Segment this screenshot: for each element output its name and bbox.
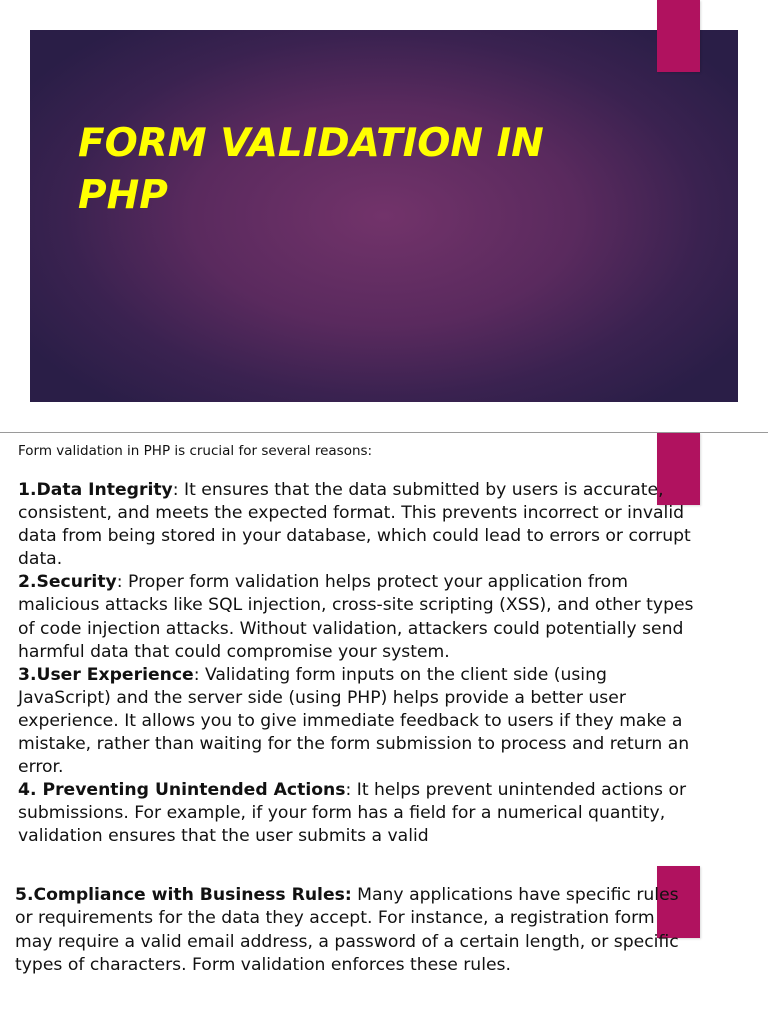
title-line-2: PHP: [78, 173, 168, 218]
point-text: : Validating form inputs on the client side (using JavaScript) and the server side (using PHP) helps provide a better user experience. It allows you to give immediate feedback to users if they make a mistake, rather than waiting for the form submission to process and return an error.: [18, 664, 690, 778]
point-heading: Data Integrity: [36, 480, 173, 500]
point-heading: Security: [36, 572, 117, 593]
point-text: : Proper form validation helps protect your application from malicious attacks like SQL injection, cross-site scripting (XSS), and other types of code injection attacks. Without validation, attackers could potentially send harmful data that could compromise your system.: [18, 572, 694, 662]
point-heading: User Experience: [36, 664, 194, 685]
title-slide: [0, 0, 768, 432]
intro-text: Form validation in PHP is crucial for several reasons:: [18, 443, 373, 459]
content-slide: [0, 433, 768, 865]
point-number: 3.: [18, 664, 37, 685]
title-line-1: FORM VALIDATION IN: [78, 121, 544, 166]
point-text: : It helps prevent unintended actions or submissions. For example, if your form has a field for a numerical quantity, validation ensures that the user submits a valid: [18, 780, 687, 847]
point-text: Many applications have specific rules or requirements for the data they accept. For instance, a registration form may require a valid email address, a password of a certain length, or specific types of characters. Form validation enforces these rules.: [15, 885, 679, 975]
point-number: 5.: [15, 885, 34, 905]
point-number: 2.: [18, 572, 37, 593]
slide-title: [78, 118, 638, 222]
compliance-point: [15, 884, 695, 977]
point-text: : It ensures that the data submitted by users is accurate, consistent, and meets the expected format. This prevents incorrect or invalid data from being stored in your database, which could lead to errors or corrupt data.: [18, 480, 691, 570]
point-heading: Compliance with Business Rules:: [33, 885, 352, 905]
point-heading: Preventing Unintended Actions: [42, 780, 346, 801]
point-number: 1.: [18, 480, 37, 500]
content-slide-continued: [0, 865, 768, 1024]
point-number: 4.: [18, 780, 43, 801]
accent-bar: [657, 0, 700, 72]
reasons-list: [18, 479, 698, 849]
